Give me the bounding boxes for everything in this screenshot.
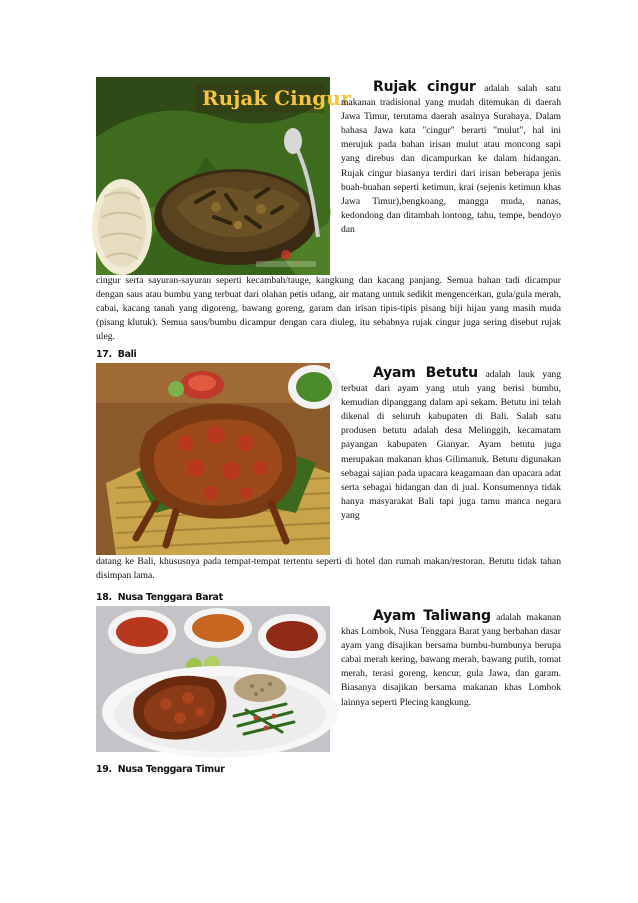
betutu-full-text: datang ke Bali, khususnya pada tempat-tempat tertentu seperti di hotel dan rumah makan/restoran. Betutu tidak tahan disimpan lama. — [96, 556, 561, 582]
ntb-side-paragraph — [341, 609, 561, 710]
heading-text: Nusa Tenggara Timur — [117, 764, 225, 775]
photo-title: Rujak Cingur — [202, 86, 352, 110]
heading-number: 18. — [96, 592, 112, 603]
heading-text: Bali — [117, 349, 137, 360]
heading-number: 17. — [96, 349, 112, 360]
betutu-dropcap: Ayam Betutu — [373, 365, 478, 381]
taliwang-dropcap: Ayam Taliwang — [373, 608, 491, 624]
heading-number: 19. — [96, 764, 112, 775]
rujak-dropcap: Rujak cingur — [373, 79, 476, 95]
rujak-side-text: adalah salah satu makanan tradisional yang mudah ditemukan di daerah Jawa Timur, terutama daerah asalnya Surabaya. Dalam bahasa Jawa kata "cingur" berarti "mulut", hal ini merujuk pada bahan irisan mulut atau moncong sapi yang direbus dan dicampurkan ke dalam hidangan. Rujak cingur biasanya terdiri dari irisan beberapa jenis buah-buahan seperti ketimun, krai (sejenis ketimun khas Jawa Timur),bengkoang, mangga muda, nanas, kedondong dan ditambah lontong, tahu, tempe, bendoyo dan — [341, 83, 561, 235]
taliwang-side-text: adalah makanan khas Lombok, Nusa Tenggara Barat yang berbahan dasar ayam yang disajikan bersama bumbu-bumbunya berupa cabai merah kering, bawang merah, bawang putih, tomat merah, terasi goreng, kencur, gula Jawa, dan garam. Biasanya disajikan bersama makanan khas Lombok lainnya seperti Plecing kangkung. — [341, 612, 561, 708]
bali-full-paragraph — [96, 555, 561, 583]
ayam-taliwang-photo — [96, 606, 330, 752]
ayam-betutu-illustration — [96, 363, 330, 555]
heading-bali — [96, 349, 136, 360]
betutu-side-text: adalah lauk yang terbuat dari ayam yang utuh yang berisi bumbu, kemudian dipanggang dalam api sekam. Betutu ini telah dikenal di seluruh kabupaten di Bali. Salah satu produsen betutu adalah desa Melinggih, kecamatam payangan kabupaten Gianyar. Ayam betutu juga merupakan makanan khas Gilimanuk. Betutu digunakan sebagai sajian pada upacara keagamaan dan upacara adat serta sebagai hidangan dan di jual. Konsumennya tidak hanya masyarakat Bali tapi juga tamu manca negara yang — [341, 369, 561, 521]
rujak-side-paragraph — [341, 80, 561, 237]
ayam-betutu-photo — [96, 363, 330, 555]
heading-text: Nusa Tenggara Barat — [117, 592, 223, 603]
bali-side-paragraph — [341, 366, 561, 523]
rujak-cingur-illustration — [96, 77, 352, 275]
rujak-full-text: cingur serta sayuran-sayuran seperti kecambah/tauge, kangkung dan kacang panjang. Semua bahan tadi dicampur dengan saus atau bumbu yang terbuat dari olahan petis udang, air matang untuk sedikit mengencerkan, gula/gula merah, cabai, kacang tanah yang digoreng, bawang goreng, garam dan irisan tipis-tipis pisang biji hijau yang masih muda (pisang klutuk). Semua saus/bumbu dicampur dengan cara diuleg, itu sebabnya rujak cingur juga sering disebut rujak uleg. — [96, 275, 561, 343]
heading-ntb — [96, 592, 223, 603]
rujak-cingur-photo — [96, 77, 352, 275]
heading-ntt — [96, 764, 225, 775]
rujak-full-paragraph — [96, 274, 561, 344]
ayam-taliwang-illustration — [96, 606, 330, 752]
